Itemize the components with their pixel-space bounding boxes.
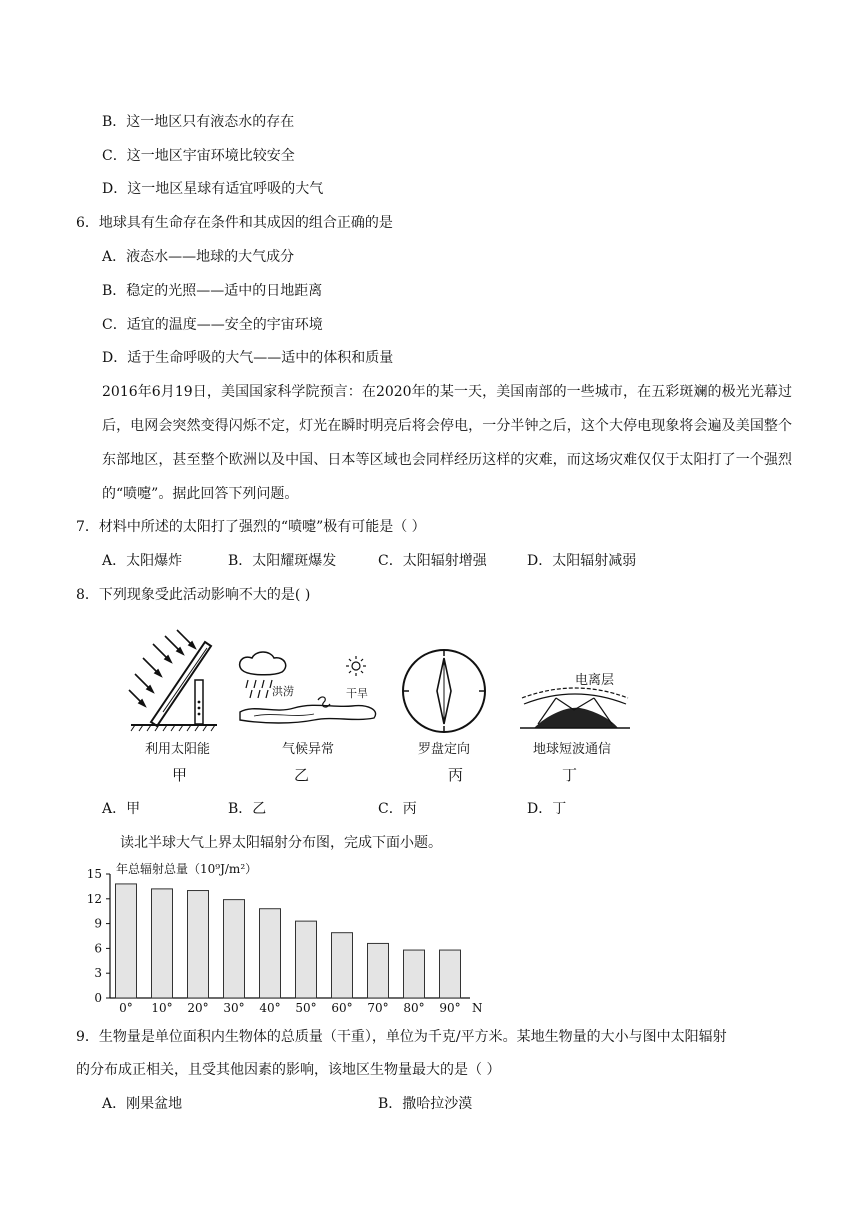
q6-stem: 6．地球具有生命存在条件和其成因的组合正确的是 xyxy=(76,215,393,231)
figure-ding-caption: 地球短波通信 xyxy=(533,742,612,757)
q8-option-d: D．丁 xyxy=(527,801,567,817)
chart-intro: 读北半球大气上界太阳辐射分布图，完成下面小题。 xyxy=(120,835,442,851)
x-tick-label: 90° xyxy=(439,1001,461,1015)
bar-6 xyxy=(332,933,353,998)
q6-option-a: A．液态水——地球的大气成分 xyxy=(102,249,295,265)
q9-stem-line2: 的分布成正相关，且受其他因素的影响，该地区生物量最大的是（ ） xyxy=(76,1062,501,1078)
figure-bing-label: 丙 xyxy=(448,766,464,784)
y-tick-label: 0 xyxy=(94,991,102,1005)
ionosphere-label: 电离层 xyxy=(575,673,615,688)
figure-bing-caption: 罗盘定向 xyxy=(418,742,471,757)
figure-yi-label: 乙 xyxy=(294,766,310,784)
figure-compass xyxy=(398,648,494,734)
x-axis-suffix: N xyxy=(472,1001,483,1015)
bar-2 xyxy=(188,891,209,998)
q8-stem: 8．下列现象受此活动影响不大的是( ) xyxy=(76,587,311,603)
bar-5 xyxy=(296,921,317,998)
q9-option-b: B．撒哈拉沙漠 xyxy=(378,1096,473,1112)
figure-jia-label: 甲 xyxy=(172,766,188,784)
y-tick-label: 3 xyxy=(94,966,102,981)
q8-option-c: C．丙 xyxy=(378,801,417,817)
q7-stem: 7．材料中所述的太阳打了强烈的“喷嚏”极有可能是（ ） xyxy=(76,519,426,535)
y-tick-label: 15 xyxy=(86,867,102,881)
bar-4 xyxy=(260,909,281,998)
ionosphere-icon xyxy=(518,684,632,730)
solar-panel-icon xyxy=(125,628,225,738)
q6-option-b: B．稳定的光照——适中的日地距离 xyxy=(102,283,323,299)
bar-3 xyxy=(224,900,245,998)
q8-option-a: A．甲 xyxy=(102,801,141,817)
x-tick-label: 50° xyxy=(295,1001,317,1015)
x-tick-label: 0° xyxy=(119,1001,133,1015)
q5-option-b: B．这一地区只有液态水的存在 xyxy=(102,114,295,130)
x-tick-label: 60° xyxy=(331,1001,353,1015)
figure-jia-caption: 利用太阳能 xyxy=(145,742,211,757)
q7-option-c: C．太阳辐射增强 xyxy=(378,553,487,569)
x-tick-label: 70° xyxy=(367,1001,389,1015)
compass-icon xyxy=(398,648,494,734)
q6-option-c: C．适宜的温度——安全的宇宙环境 xyxy=(102,317,323,333)
figure-solar-energy xyxy=(125,628,225,738)
bar-8 xyxy=(404,950,425,998)
y-tick-label: 6 xyxy=(94,941,102,956)
bar-9 xyxy=(440,950,461,998)
y-tick-label: 12 xyxy=(86,891,102,906)
figure-shortwave xyxy=(518,684,632,730)
figure-yi-caption: 气候异常 xyxy=(282,742,335,757)
drought-label: 干旱 xyxy=(346,687,368,700)
x-tick-label: 80° xyxy=(403,1001,425,1015)
x-tick-label: 10° xyxy=(151,1001,173,1015)
figure-ding-label: 丁 xyxy=(562,766,578,784)
solar-radiation-chart xyxy=(70,858,490,1018)
q5-option-d: D．这一地区星球有适宜呼吸的大气 xyxy=(102,181,324,197)
y-tick-label: 9 xyxy=(94,916,102,931)
q5-option-c: C．这一地区宇宙环境比较安全 xyxy=(102,148,295,164)
reading-passage: 2016年6月19日，美国国家科学院预言：在2020年的某一天，美国南部的一些城市，在五彩斑斓的极光光幕过后，电网会突然变得闪烁不定，灯光在瞬时明亮后将会停电，一分半钟之后，这个大停电现象将会遍及美国整个东部地区，甚至整个欧洲以及中国、日本等区域也会同样经历这样的灾难，而这场灾难仅仅于太阳打了一个强烈的“喷嚏”。据此回答下列问题。 xyxy=(102,384,792,502)
q7-option-d: D．太阳辐射减弱 xyxy=(527,553,637,569)
bar-7 xyxy=(368,943,389,998)
q9-stem-line1: 9．生物量是单位面积内生物体的总质量（干重），单位为千克/平方米。某地生物量的大小与图中太阳辐射 xyxy=(76,1029,727,1045)
chart-title: 年总辐射总量（10⁹J/m²） xyxy=(116,862,258,876)
flood-label: 洪涝 xyxy=(272,685,294,698)
q9-option-a: A．刚果盆地 xyxy=(102,1096,183,1112)
q7-option-b: B．太阳耀斑爆发 xyxy=(228,553,337,569)
x-tick-label: 40° xyxy=(259,1001,281,1015)
bar-1 xyxy=(152,889,173,998)
q6-option-d: D．适于生命呼吸的大气——适中的体积和质量 xyxy=(102,350,394,366)
q8-option-b: B．乙 xyxy=(228,801,267,817)
q7-option-a: A．太阳爆炸 xyxy=(102,553,183,569)
x-tick-label: 20° xyxy=(187,1001,209,1015)
bar-0 xyxy=(116,884,137,998)
x-tick-label: 30° xyxy=(223,1001,245,1015)
